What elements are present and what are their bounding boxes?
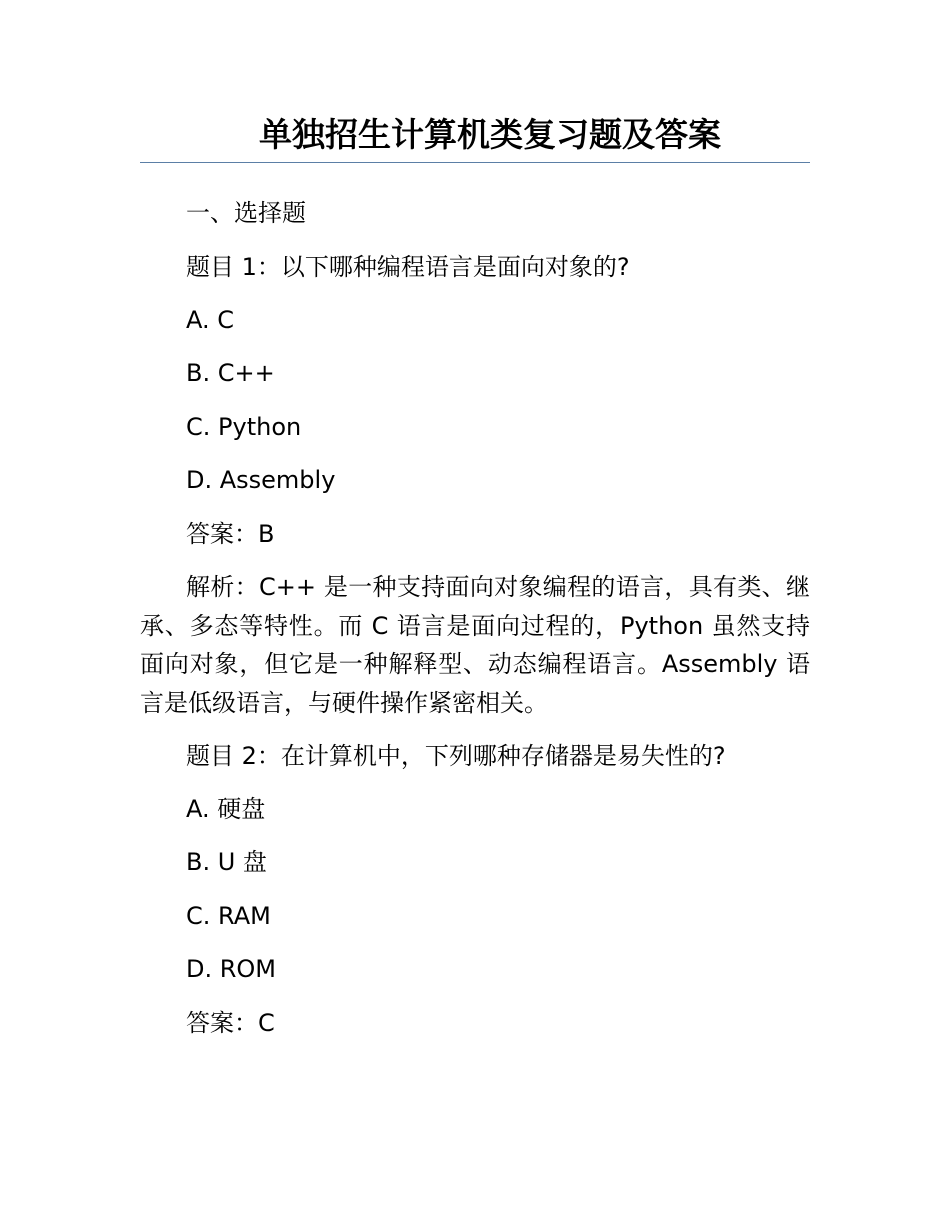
- document-title: 单独招生计算机类复习题及答案: [259, 115, 721, 154]
- question-2-option-c: C. RAM: [186, 902, 271, 930]
- question-2-option-d: D. ROM: [186, 955, 277, 983]
- title-underline: [140, 162, 810, 163]
- question-1-option-c: C. Python: [186, 413, 302, 441]
- question-1-option-b: B. C++: [186, 359, 275, 387]
- question-1-explanation: 解析：C++ 是一种支持面向对象编程的语言，具有类、继承、多态等特性。而 C 语言是面向过程的，Python 虽然支持面向对象，但它是一种解释型、动态编程语言。Assembly 语言是低级语言，与硬件操作紧密相关。: [140, 573, 810, 717]
- section-heading: 一、选择题: [186, 199, 306, 227]
- question-2-answer: 答案：C: [186, 1009, 275, 1037]
- question-1-option-a: A. C: [186, 306, 235, 334]
- question-2-option-a: A. 硬盘: [186, 795, 266, 823]
- question-2-prompt: 题目 2：在计算机中，下列哪种存储器是易失性的?: [186, 742, 726, 770]
- question-1-prompt: 题目 1：以下哪种编程语言是面向对象的?: [186, 253, 630, 281]
- question-2-option-b: B. U 盘: [186, 848, 267, 876]
- question-1-option-d: D. Assembly: [186, 466, 336, 494]
- question-1-answer: 答案：B: [186, 520, 275, 548]
